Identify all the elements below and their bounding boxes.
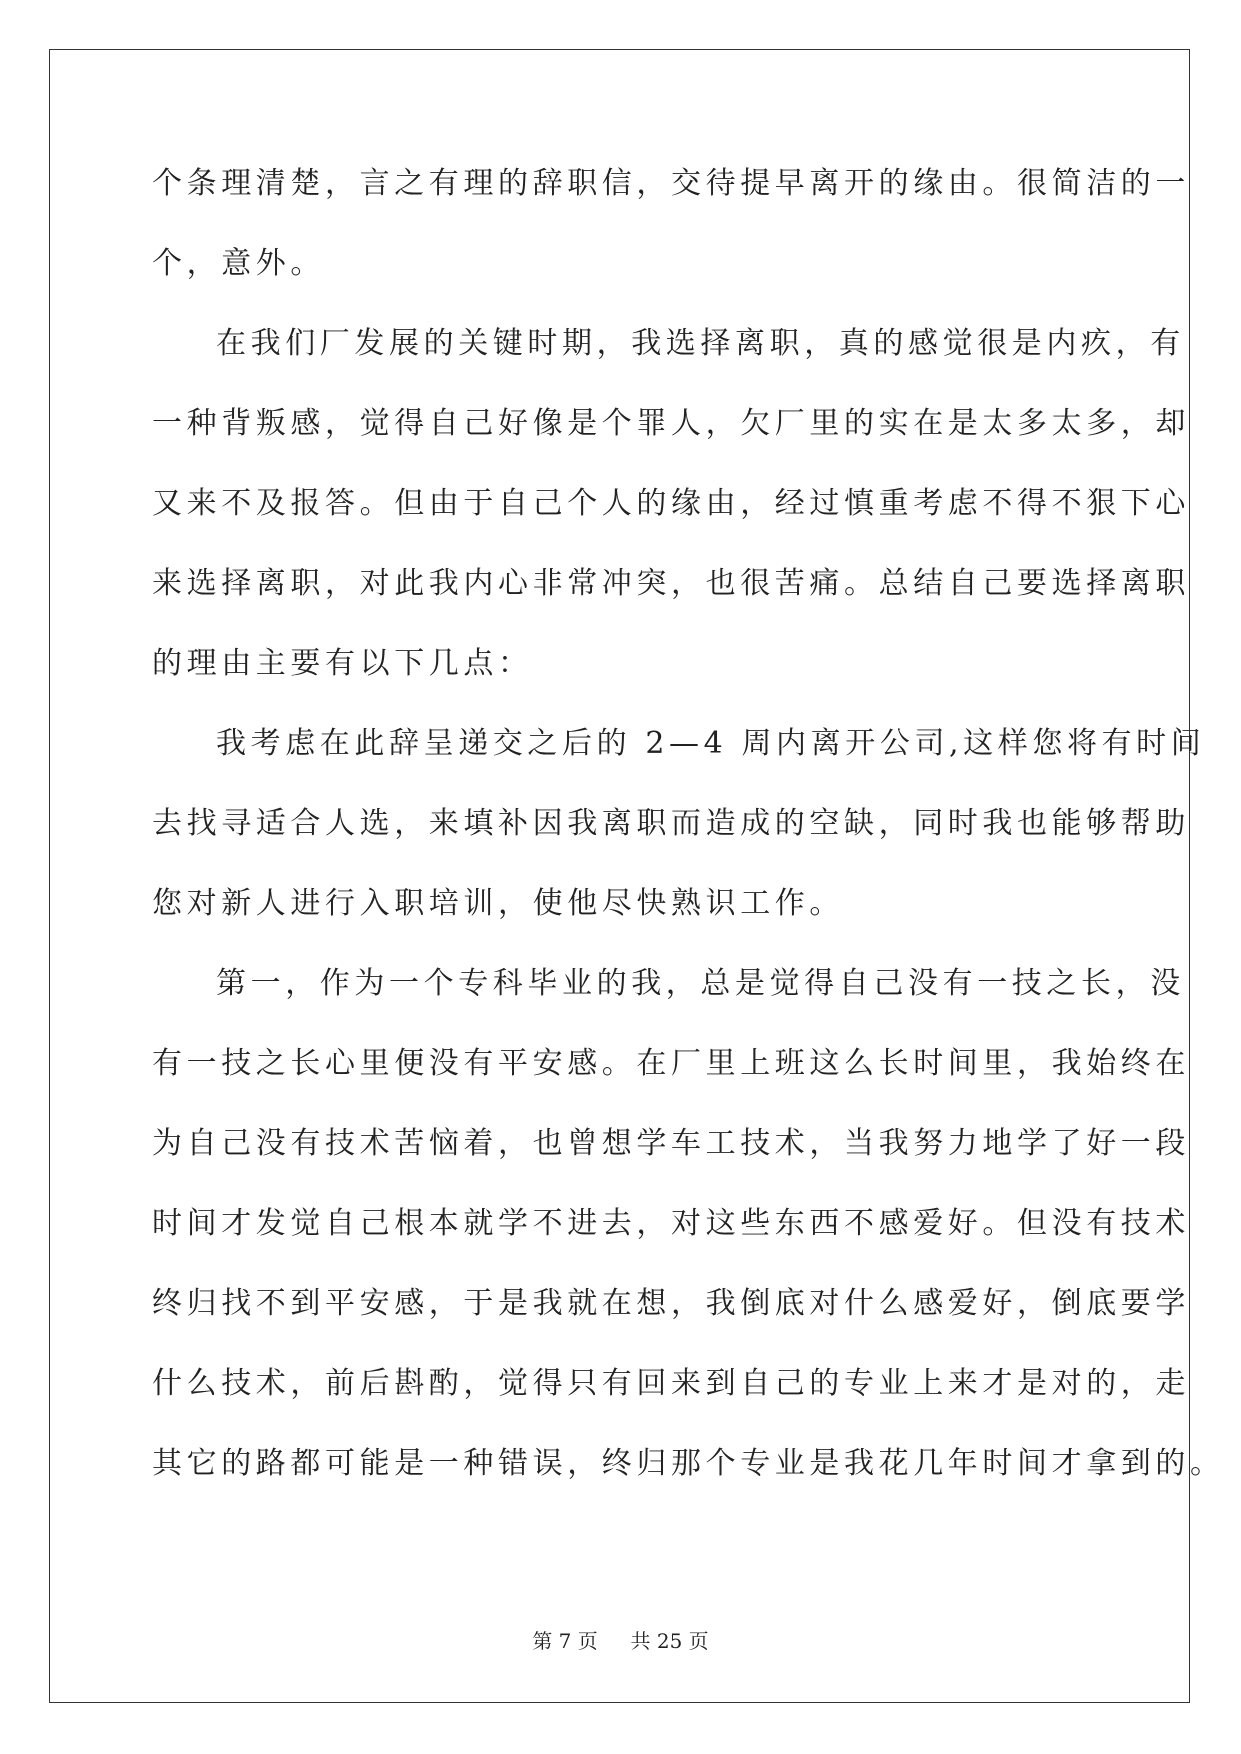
- text-line: 终归找不到平安感，于是我就在想，我倒底对什么感爱好，倒底要学: [152, 1286, 1190, 1321]
- page-footer: [0, 1625, 1241, 1654]
- text-line: 去找寻适合人选，来填补因我离职而造成的空缺，同时我也能够帮助: [152, 806, 1190, 841]
- text-line: 来选择离职，对此我内心非常冲突，也很苦痛。总结自己要选择离职: [152, 566, 1190, 601]
- total-pages-label: 共 25 页: [630, 1629, 709, 1653]
- text-line: 时间才发觉自己根本就学不进去，对这些东西不感爱好。但没有技术: [152, 1206, 1190, 1241]
- text-line: 的理由主要有以下几点：: [152, 646, 533, 681]
- text-line: 其它的路都可能是一种错误，终归那个专业是我花几年时间才拿到的。: [152, 1446, 1225, 1481]
- document-body: [152, 154, 1225, 1514]
- current-page-label: 第 7 页: [532, 1629, 598, 1653]
- text-line: 个，意外。: [152, 246, 325, 281]
- text-line: 有一技之长心里便没有平安感。在厂里上班这么长时间里，我始终在: [152, 1046, 1190, 1081]
- text-line: 什么技术，前后斟酌，觉得只有回来到自己的专业上来才是对的，走: [152, 1366, 1190, 1401]
- text-line: 个条理清楚，言之有理的辞职信，交待提早离开的缘由。很简洁的一: [152, 166, 1190, 201]
- text-line: 又来不及报答。但由于自己个人的缘由，经过慎重考虑不得不狠下心: [152, 486, 1190, 521]
- text-line: 为自己没有技术苦恼着，也曾想学车工技术，当我努力地学了好一段: [152, 1126, 1190, 1161]
- text-line: 在我们厂发展的关键时期，我选择离职，真的感觉很是内疚，有: [216, 326, 1185, 361]
- text-line: 第一，作为一个专科毕业的我，总是觉得自己没有一技之长，没: [216, 966, 1185, 1001]
- text-line: 我考虑在此辞呈递交之后的 2—4 周内离开公司,这样您将有时间: [216, 726, 1206, 761]
- text-line: 一种背叛感，觉得自己好像是个罪人，欠厂里的实在是太多太多，却: [152, 406, 1190, 441]
- text-line: 您对新人进行入职培训，使他尽快熟识工作。: [152, 886, 844, 921]
